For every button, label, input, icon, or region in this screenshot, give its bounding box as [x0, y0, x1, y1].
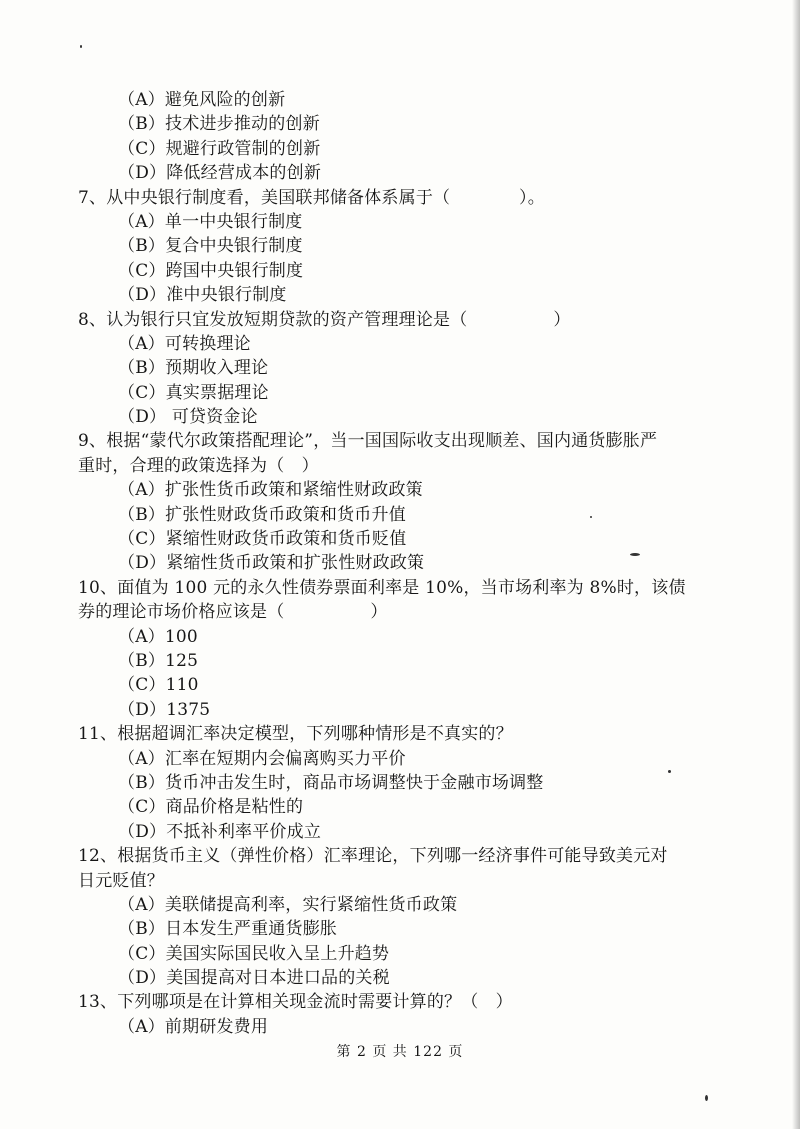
question-line: 日元贬值？ [78, 870, 164, 891]
option-line: （B）日本发生严重通货膨胀 [118, 919, 338, 940]
scan-speck [630, 553, 640, 556]
question-list [78, 88, 778, 1039]
question-line: 9、根据“蒙代尔政策搭配理论”，当一国国际收支出现顺差、国内通货膨胀严 [78, 431, 658, 452]
option-line: （B）扩张性财政货币政策和货币升值 [118, 504, 406, 525]
option-line: （C）跨国中央银行制度 [118, 260, 304, 281]
option-line: （A）汇率在短期内会偏离购买力平价 [118, 748, 406, 769]
option-line: （B）技术进步推动的创新 [118, 114, 320, 135]
option-line: （B）预期收入理论 [118, 358, 269, 379]
option-line: （D）紧缩性货币政策和扩张性财政政策 [118, 553, 425, 574]
option-line: （A）美联储提高利率，实行紧缩性货币政策 [118, 894, 458, 915]
option-line: （D） 可贷资金论 [118, 407, 258, 428]
question-line: 11、根据超调汇率决定模型，下列哪种情形是不真实的？ [78, 724, 513, 745]
option-line: （D）准中央银行制度 [118, 285, 287, 306]
option-line: （D）美国提高对日本进口品的关税 [118, 968, 390, 989]
option-line: （A）单一中央银行制度 [118, 211, 303, 232]
question-line: 券的理论市场价格应该是（ ） [78, 602, 388, 623]
option-line: （C）商品价格是粘性的 [118, 797, 304, 818]
question-line: 7、从中央银行制度看，美国联邦储备体系属于（ ）。 [78, 187, 545, 208]
scan-speck [705, 1095, 708, 1101]
question-line: 8、认为银行只宜发放短期贷款的资产管理理论是（ ） [78, 309, 571, 330]
option-line: （D）降低经营成本的创新 [118, 163, 322, 184]
option-line: （A）扩张性货币政策和紧缩性财政政策 [118, 480, 423, 501]
option-line: （A）100 [118, 626, 198, 647]
option-line: （B）复合中央银行制度 [118, 236, 303, 257]
page-footer: 第 2 页 共 122 页 [336, 1044, 464, 1060]
option-line: （C）美国实际国民收入呈上升趋势 [118, 943, 390, 964]
option-line: （C）规避行政管制的创新 [118, 138, 321, 159]
option-line: （D）不抵补利率平价成立 [118, 821, 322, 842]
option-line: （A）避免风险的创新 [118, 90, 286, 110]
option-line: （C）真实票据理论 [118, 382, 269, 403]
question-line: 重时，合理的政策选择为（ ） [78, 455, 319, 476]
question-line: 13、下列哪项是在计算相关现金流时需要计算的？（ ） [78, 992, 513, 1013]
question-line: 12、根据货币主义（弹性价格）汇率理论，下列哪一经济事件可能导致美元对 [78, 846, 668, 867]
option-line: （C）紧缩性财政货币政策和货币贬值 [118, 529, 407, 550]
scan-speck [668, 770, 671, 773]
option-line: （A）前期研发费用 [118, 1016, 269, 1037]
option-line: （D）1375 [118, 699, 211, 720]
option-line: （A）可转换理论 [118, 333, 251, 354]
question-line: 10、面值为 100 元的永久性债券票面利率是 10%，当市场利率为 8%时，该债 [78, 577, 686, 598]
option-line: （B）125 [118, 650, 199, 671]
option-line: （C）110 [118, 675, 199, 696]
scan-speck [590, 516, 592, 518]
scan-speck [80, 45, 82, 48]
option-line: （B）货币冲击发生时，商品市场调整快于金融市场调整 [118, 772, 544, 793]
scan-edge-shadow [792, 0, 800, 1129]
